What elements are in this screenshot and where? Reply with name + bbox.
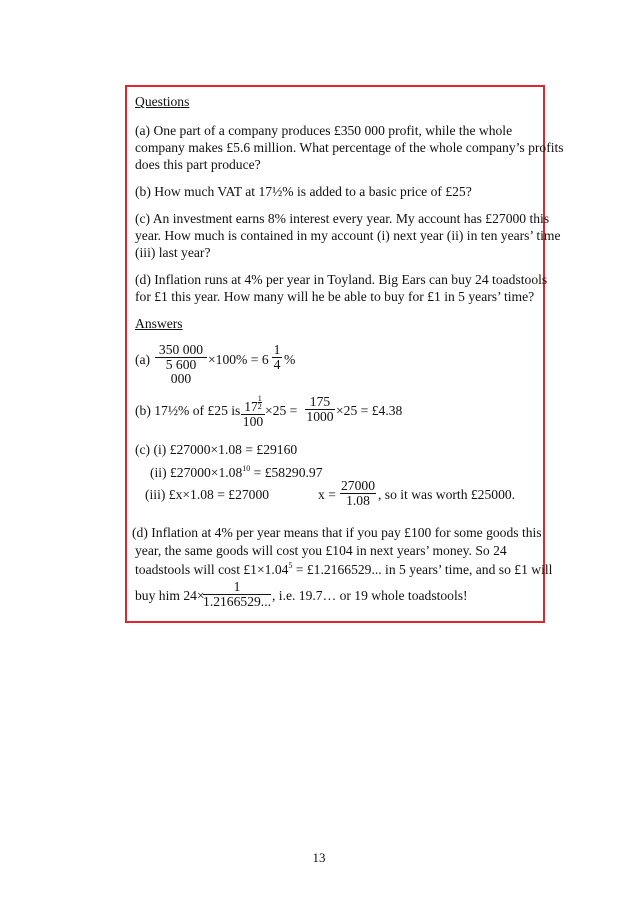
answer-a-result-denominator: 4 — [273, 357, 281, 372]
answer-c-fraction — [340, 479, 376, 508]
answer-a-result-numerator: 1 — [273, 342, 281, 357]
answer-c-x-equals: x = — [318, 487, 336, 502]
question-c-line-2: year. How much is contained in my account (i) next year (ii) in ten years’ time — [135, 228, 561, 243]
answer-b-fraction-1 — [241, 395, 265, 429]
answer-d-line-4-start: buy him 24× — [135, 588, 205, 603]
answer-d-fraction-numerator: 1 — [203, 580, 271, 595]
answer-a-middle: ×100% = 6 — [208, 352, 269, 367]
question-a-line-3: does this part produce? — [135, 157, 261, 172]
answer-d-exponent: 5 — [288, 561, 293, 570]
answer-b-whole-part: 17 — [244, 399, 258, 414]
answer-d-line-1: (d) Inflation at 4% per year means that if you pay £100 for some goods this — [132, 525, 542, 540]
question-c-line-3: (iii) last year? — [135, 245, 211, 260]
answer-b-fraction-1-numerator — [241, 395, 265, 415]
answer-d-fraction — [203, 580, 271, 609]
answers-heading: Answers — [135, 316, 183, 331]
answer-b-fraction-2-numerator: 175 — [305, 395, 335, 410]
answer-c-ii-exponent: 10 — [242, 464, 251, 473]
questions-heading: Questions — [135, 94, 190, 109]
half-numerator: 1 — [257, 394, 262, 403]
answer-a-numerator: 350 000 — [155, 343, 207, 358]
question-b: (b) How much VAT at 17½% is added to a basic price of £25? — [135, 184, 472, 199]
answer-d-line-4-end: , i.e. 19.7… or 19 whole toadstools! — [272, 588, 468, 603]
answer-c-ii-result: = £58290.97 — [250, 465, 323, 480]
question-d-line-1: (d) Inflation runs at 4% per year in Toyland. Big Ears can buy 24 toadstools — [135, 272, 548, 287]
answer-b-fraction-2-denominator: 1000 — [306, 409, 334, 424]
answer-d-line-3-result: = £1.2166529... in 5 years’ time, and so £1 will — [292, 562, 553, 577]
question-a-line-1: (a) One part of a company produces £350 000 profit, while the whole — [135, 123, 513, 138]
answer-b-fraction-2 — [305, 395, 335, 424]
answer-b-label: (b) 17½% of £25 is — [135, 403, 241, 418]
answer-c-part-iii: (iii) £x×1.08 = £27000 — [145, 487, 270, 502]
answer-c-part-ii — [150, 465, 323, 481]
answer-c-conclusion: , so it was worth £25000. — [378, 487, 516, 502]
answer-a-denominator: 5 600 000 — [165, 357, 197, 386]
answer-c-part-i: (c) (i) £27000×1.08 = £29160 — [135, 442, 298, 457]
question-c-line-1: (c) An investment earns 8% interest every year. My account has £27000 this — [135, 211, 550, 226]
answer-a-fraction — [155, 343, 207, 386]
answer-d-fraction-denominator: 1.2166529... — [203, 594, 271, 609]
answer-a-result-fraction — [272, 343, 282, 372]
half-denominator: 2 — [257, 402, 262, 411]
question-a-line-2: company makes £5.6 million. What percentage of the whole company’s profits — [135, 140, 564, 155]
answer-d-line-3 — [135, 562, 552, 578]
answer-b-result: ×25 = £4.38 — [336, 403, 403, 418]
answer-b-middle-1: ×25 = — [265, 403, 298, 418]
answer-d-line-3-expression: toadstools will cost £1×1.04 — [135, 562, 289, 577]
answer-d-line-2: year, the same goods will cost you £104 in next years’ money. So 24 — [135, 543, 507, 558]
answer-a-percent: % — [284, 352, 296, 367]
answer-c-ii-expression: (ii) £27000×1.08 — [150, 465, 243, 480]
answer-a-label: (a) — [135, 352, 151, 367]
answer-c-fraction-numerator: 27000 — [341, 478, 375, 493]
page-number: 13 — [312, 850, 326, 865]
answer-b-fraction-1-denominator: 100 — [242, 414, 264, 429]
question-d-line-2: for £1 this year. How many will he be able to buy for £1 in 5 years’ time? — [135, 289, 535, 304]
answer-c-fraction-denominator: 1.08 — [346, 493, 370, 508]
